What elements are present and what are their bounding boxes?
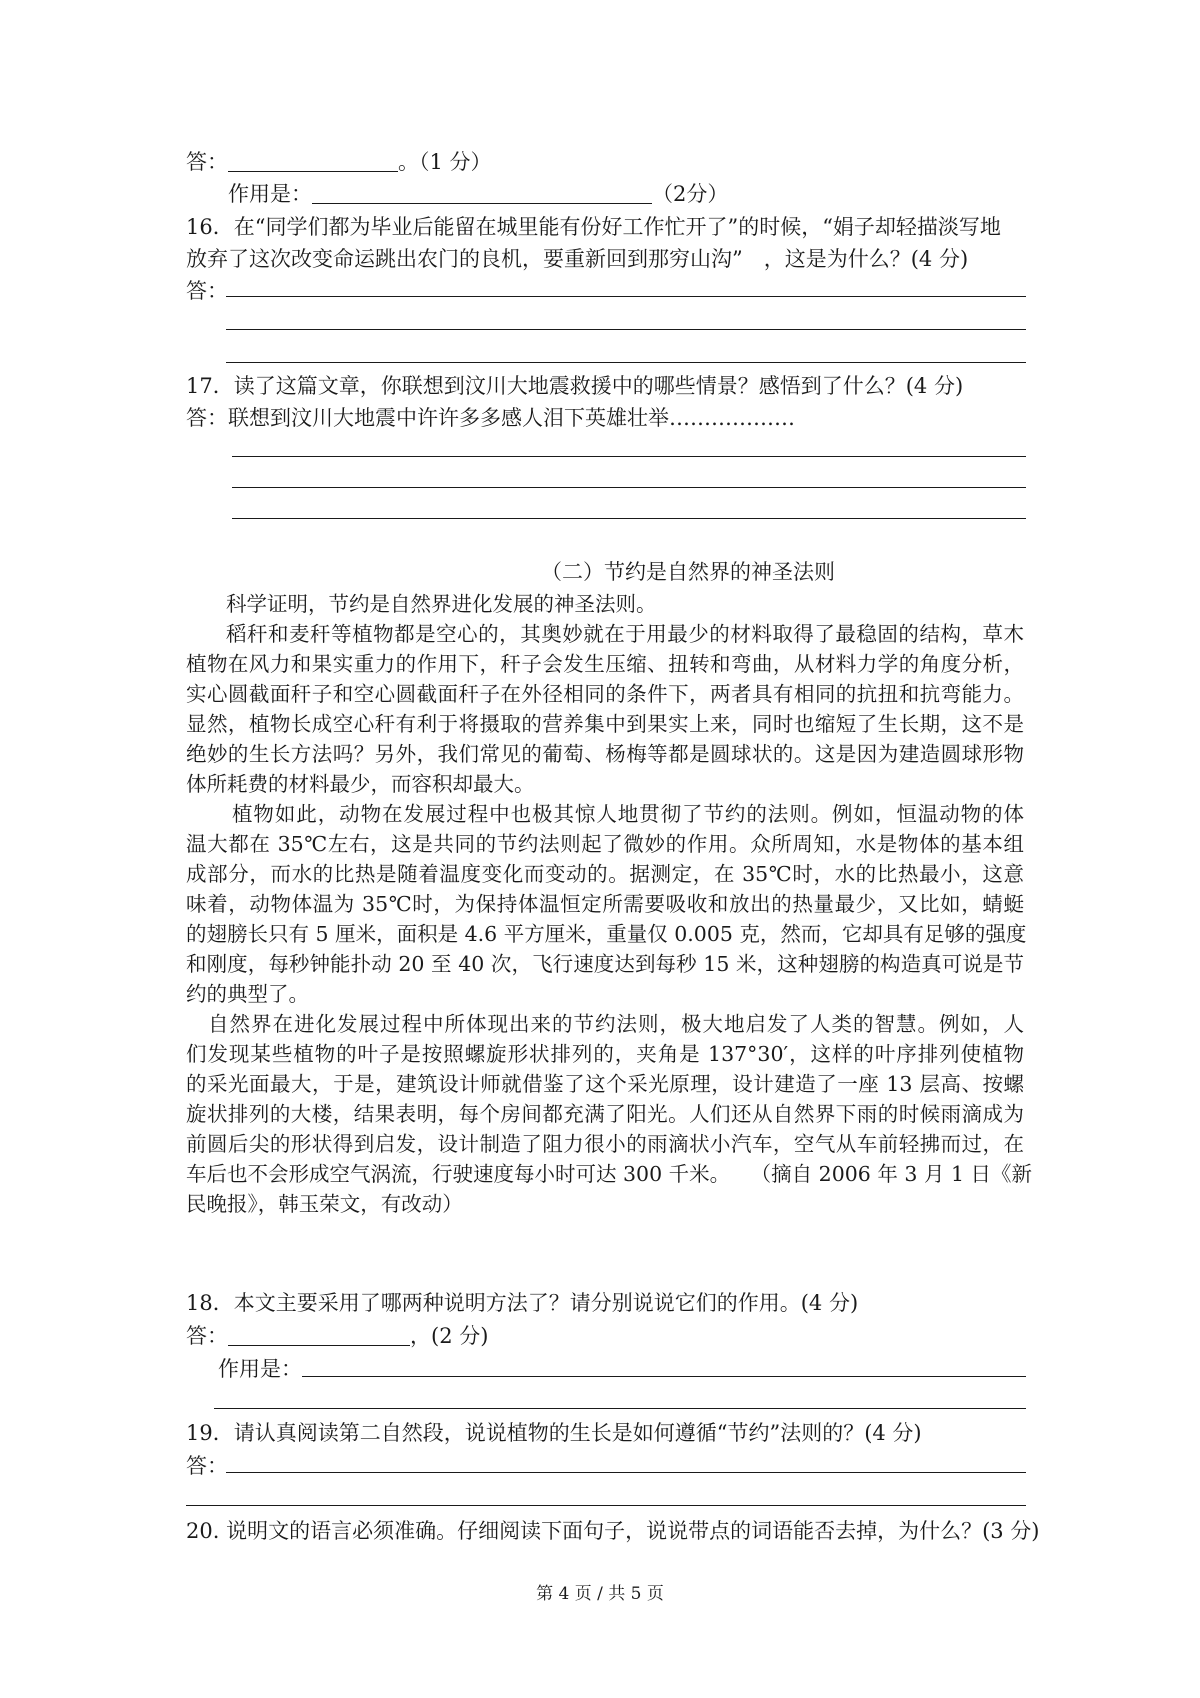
q15-effect-score: （2分） — [652, 182, 729, 206]
q18-answer-label: 答： — [186, 1324, 228, 1348]
q19-answer-label: 答： — [186, 1454, 228, 1478]
q18-effect-line-2[interactable] — [214, 1408, 1026, 1409]
q18-question: 18．本文主要采用了哪两种说明方法了？请分别说说它们的作用。(4 分) — [186, 1291, 859, 1315]
q16-answer-line-2[interactable] — [226, 329, 1026, 330]
q18-answer-score: ，(2 分) — [410, 1324, 489, 1348]
q19-question: 19．请认真阅读第二自然段，说说植物的生长是如何遵循“节约”法则的？(4 分) — [186, 1421, 922, 1445]
q17-question: 17．读了这篇文章，你联想到汶川大地震救援中的哪些情景？感悟到了什么？(4 分) — [186, 374, 964, 398]
q17-answer-line-1[interactable] — [232, 456, 1026, 457]
passage-line: 约的典型了。 — [186, 982, 309, 1006]
q15-effect-line — [228, 180, 728, 208]
q15-answer-score: 。（1 分） — [398, 150, 492, 174]
q19-answer-line-1[interactable] — [226, 1472, 1026, 1473]
q16-question-line-1: 16．在“同学们都为毕业后能留在城里能有份好工作忙开了”的时候，“娟子却轻描淡写地 — [186, 215, 1001, 239]
q18-effect-line-1[interactable] — [302, 1376, 1026, 1377]
q15-answer-line — [186, 148, 492, 176]
passage-line: 植物如此，动物在发展过程中也极其惊人地贯彻了节约的法则。例如，恒温动物的体 — [232, 802, 1024, 826]
q15-answer-label: 答： — [186, 150, 228, 174]
q18-answer-blank[interactable] — [228, 1325, 410, 1346]
passage-line: 们发现某些植物的叶子是按照螺旋形状排列的，夹角是 137°30′，这样的叶序排列使植物 — [186, 1042, 1024, 1066]
q18-effect-label: 作用是： — [218, 1357, 302, 1381]
passage-line: 稻秆和麦秆等植物都是空心的，其奥妙就在于用最少的材料取得了最稳固的结构，草木 — [226, 622, 1024, 646]
q17-answer-line-2[interactable] — [232, 487, 1026, 488]
q15-effect-label: 作用是： — [228, 182, 312, 206]
q16-answer-line-3[interactable] — [226, 362, 1026, 363]
q16-question-line-2: 放弃了这次改变命运跳出农门的良机，要重新回到那穷山沟” ，这是为什么？(4 分) — [186, 247, 969, 271]
passage-line: 实心圆截面秆子和空心圆截面秆子在外径相同的条件下，两者具有相同的抗扭和抗弯能力。 — [186, 682, 1024, 706]
q20-question: 20. 说明文的语言必须准确。仔细阅读下面句子，说说带点的词语能否去掉，为什么？(3 分) — [186, 1519, 1040, 1543]
q17-answer-line-3[interactable] — [232, 518, 1026, 519]
passage-line: 车后也不会形成空气涡流，行驶速度每小时可达 300 千米。 （摘自 2006 年 3 月 1 日《新 — [186, 1162, 1033, 1186]
page-footer: 第 4 页 / 共 5 页 — [536, 1584, 664, 1604]
passage-line: 科学证明，节约是自然界进化发展的神圣法则。 — [226, 592, 657, 616]
q17-answer: 答：联想到汶川大地震中许许多多感人泪下英雄壮举……………… — [186, 406, 795, 430]
passage-line: 成部分，而水的比热是随着温度变化而变动的。据测定，在 35℃时，水的比热最小，这意 — [186, 862, 1024, 886]
q19-answer-line-2[interactable] — [186, 1505, 1026, 1506]
passage-line: 显然，植物长成空心秆有利于将摄取的营养集中到果实上来，同时也缩短了生长期，这不是 — [186, 712, 1024, 736]
passage-line: 体所耗费的材料最少，而容积却最大。 — [186, 772, 535, 796]
passage-line: 的采光面最大，于是，建筑设计师就借鉴了这个采光原理，设计建造了一座 13 层高、按螺 — [186, 1072, 1024, 1096]
q18-answer-line — [186, 1322, 488, 1350]
passage-line: 绝妙的生长方法吗？另外，我们常见的葡萄、杨梅等都是圆球状的。这是因为建造圆球形物 — [186, 742, 1024, 766]
passage-line: 的翅膀长只有 5 厘米，面积是 4.6 平方厘米，重量仅 0.005 克，然而，它却具有足够的强度 — [186, 922, 1027, 946]
passage-title: （二）节约是自然界的神圣法则 — [541, 560, 835, 584]
passage-line: 自然界在进化发展过程中所体现出来的节约法则，极大地启发了人类的智慧。例如，人 — [208, 1012, 1024, 1036]
passage-line: 民晚报》，韩玉荣文，有改动） — [186, 1192, 463, 1216]
passage-line: 温大都在 35℃左右，这是共同的节约法则起了微妙的作用。众所周知，水是物体的基本组 — [186, 832, 1024, 856]
q16-answer-label: 答： — [186, 279, 228, 303]
q15-effect-blank[interactable] — [312, 183, 652, 204]
passage-line: 和刚度，每秒钟能扑动 20 至 40 次，飞行速度达到每秒 15 米，这种翅膀的构造真可说是节 — [186, 952, 1024, 976]
q16-answer-line-1[interactable] — [226, 296, 1026, 297]
passage-line: 旋状排列的大楼，结果表明，每个房间都充满了阳光。人们还从自然界下雨的时候雨滴成为 — [186, 1102, 1024, 1126]
q15-answer-blank[interactable] — [228, 151, 398, 172]
passage-line: 味着，动物体温为 35℃时，为保持体温恒定所需要吸收和放出的热量最少，又比如，蜻蜓 — [186, 892, 1024, 916]
passage-line: 前圆后尖的形状得到启发，设计制造了阻力很小的雨滴状小汽车，空气从车前轻拂而过，在 — [186, 1132, 1024, 1156]
passage-line: 植物在风力和果实重力的作用下，秆子会发生压缩、扭转和弯曲，从材料力学的角度分析， — [186, 652, 1024, 676]
